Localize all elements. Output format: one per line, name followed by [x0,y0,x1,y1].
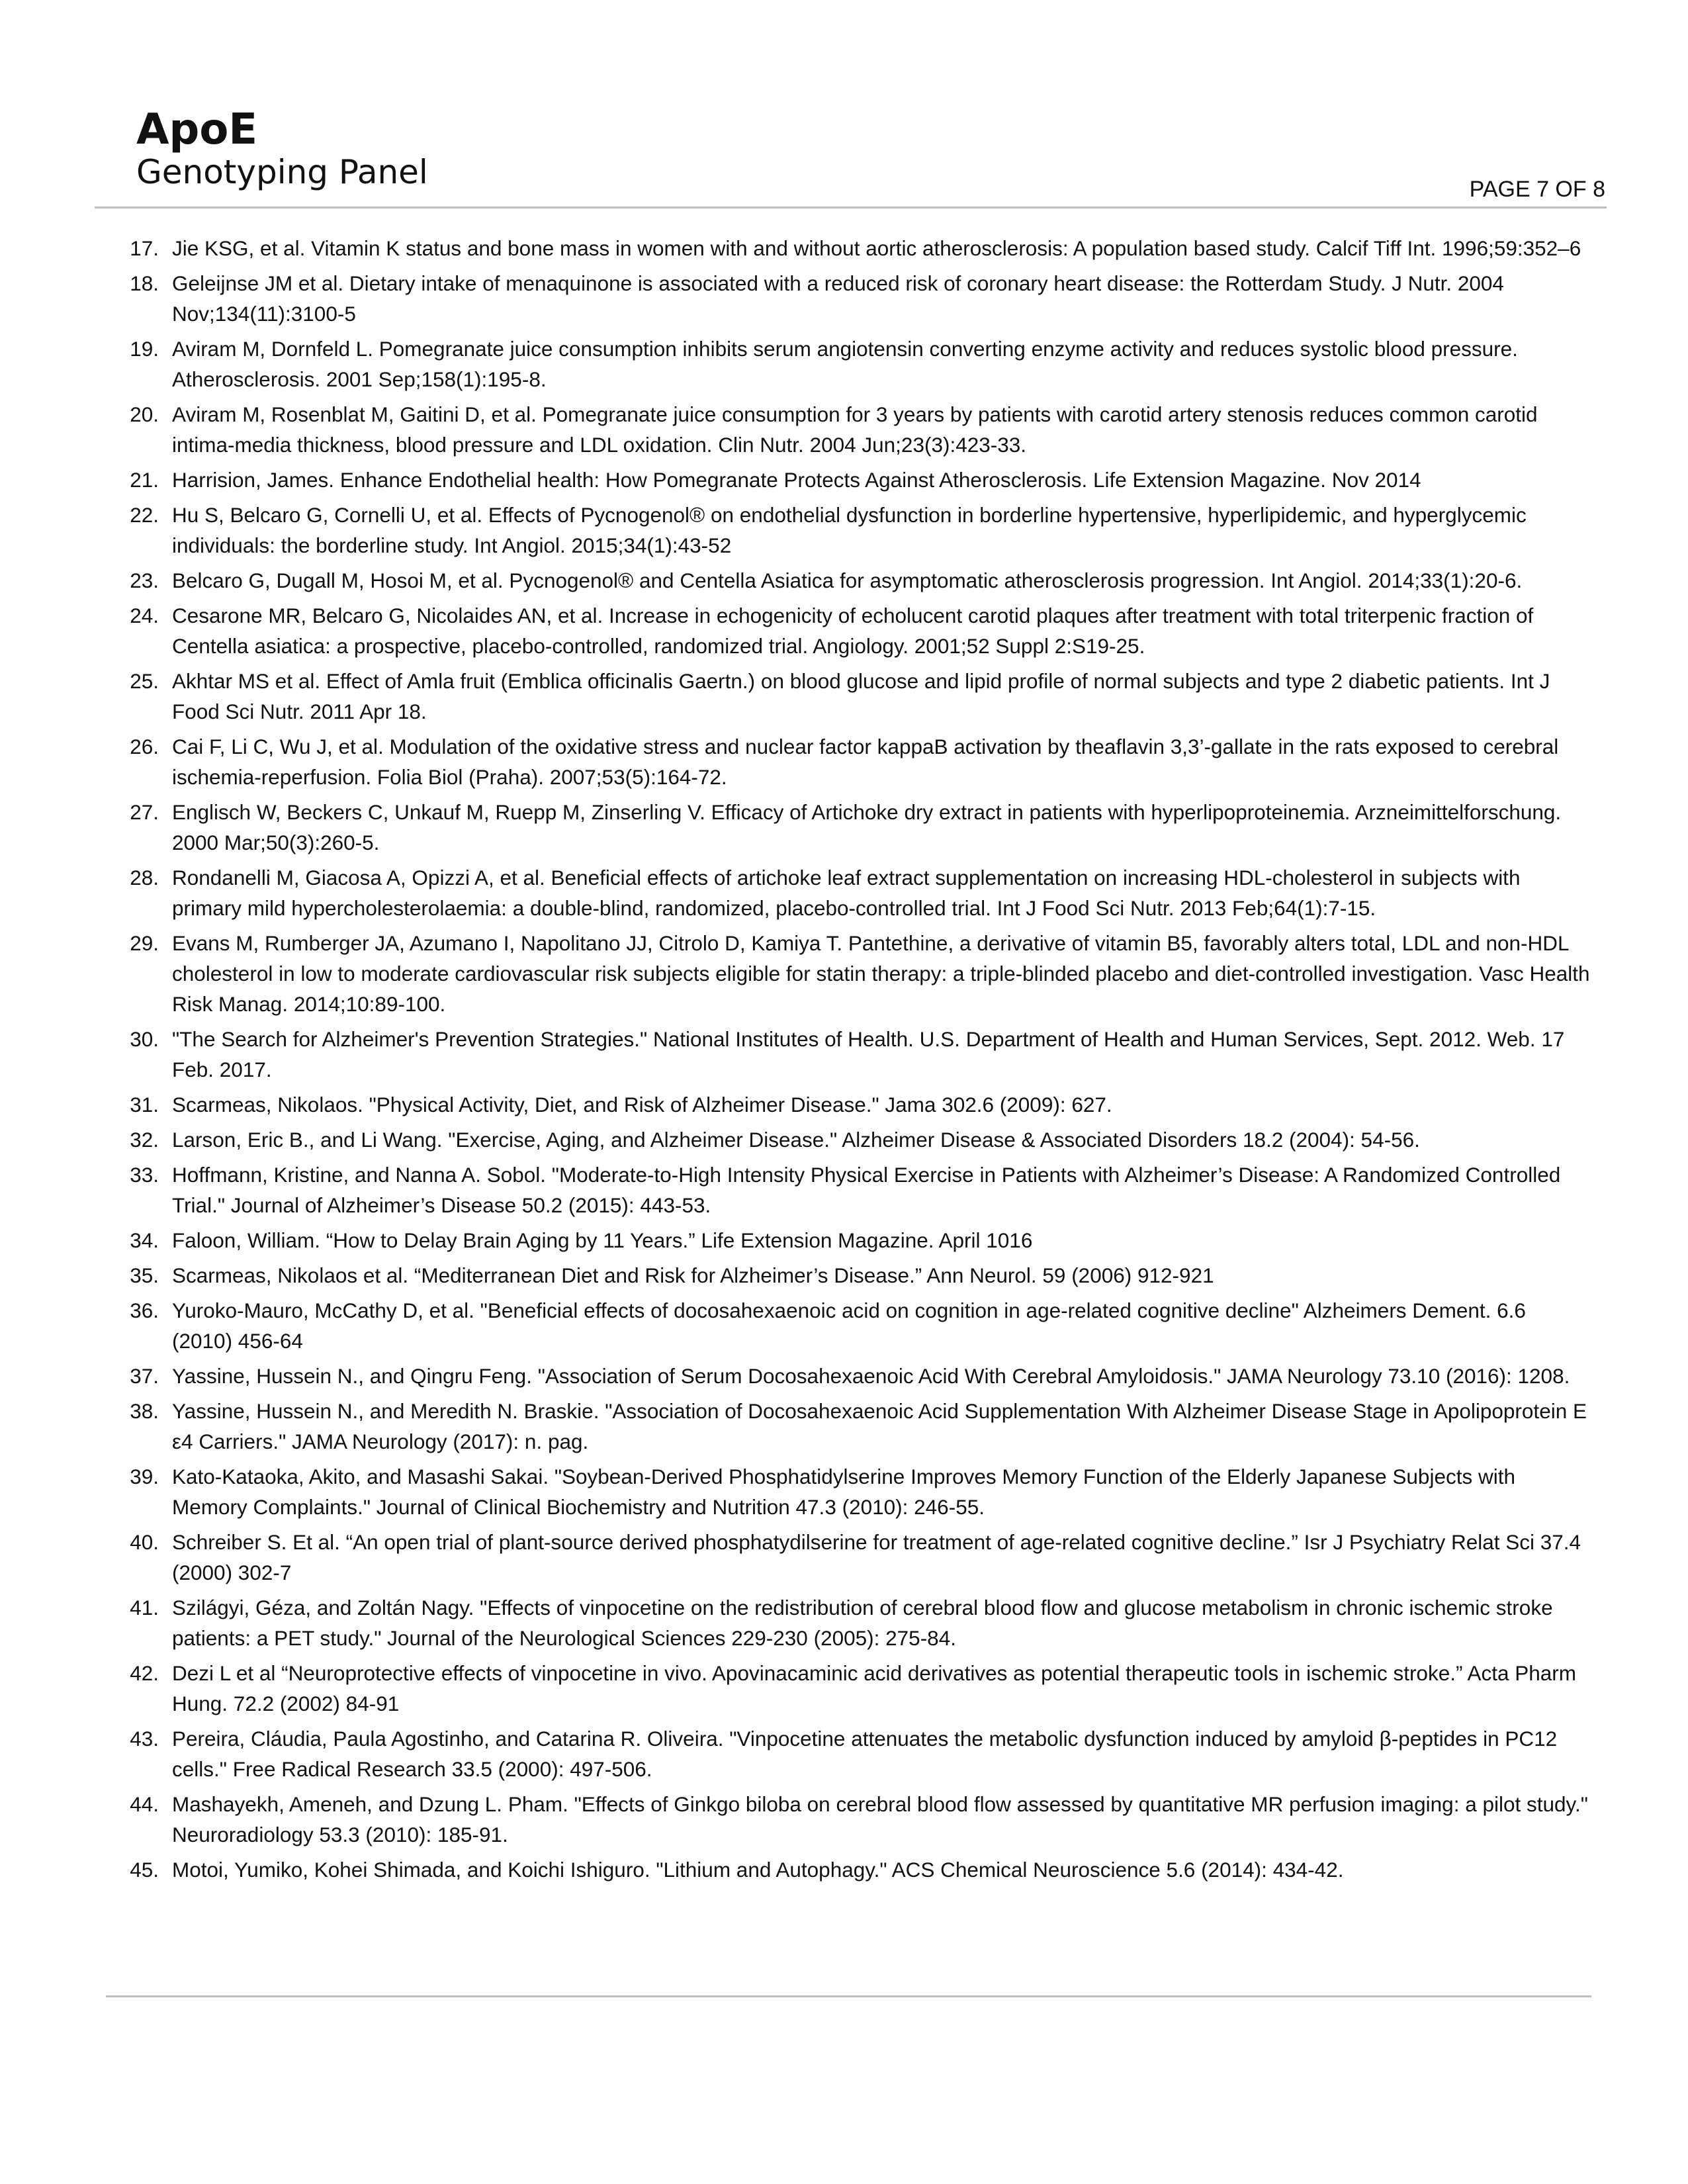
page-number: PAGE 7 OF 8 [1469,177,1605,202]
reference-item [119,1592,1591,1653]
reference-number: 36. [130,1298,159,1322]
reference-item [119,600,1591,661]
reference-number: 27. [130,800,159,824]
reference-item [119,1160,1591,1220]
reference-item [119,465,1591,495]
reference-text: Faloon, William. “How to Delay Brain Aging by 11 Years.” Life Extension Magazine. April 1016 [172,1228,1033,1252]
reference-text: "The Search for Alzheimer's Prevention Strategies." National Institutes of Health. U.S. Department of Health and Human Services, Sept. 2012. Web. 17 Feb. 2017. [172,1027,1565,1081]
reference-text: Schreiber S. Et al. “An open trial of plant-source derived phosphatydilserine for treatment of age-related cognitive decline.” Isr J Psychiatry Relat Sci 37.4 (2000) 302-7 [172,1530,1581,1584]
reference-text: Rondanelli M, Giacosa A, Opizzi A, et al. Beneficial effects of artichoke leaf extract supplementation on increasing HDL-cholesterol in subjects with primary mild hypercholesterolaemia: a double-blind, randomized, placebo-controlled trial. Int J Food Sci Nutr. 2013 Feb;64(1):7-15. [172,866,1521,920]
reference-item [119,268,1591,329]
reference-number: 24. [130,604,159,627]
reference-number: 17. [130,236,159,260]
reference-text: Jie KSG, et al. Vitamin K status and bone mass in women with and without aortic atherosclerosis: A population based study. Calcif Tiff Int. 1996;59:352–6 [172,236,1581,260]
reference-item [119,1854,1591,1885]
reference-number: 44. [130,1792,159,1816]
reference-item [119,797,1591,858]
reference-number: 32. [130,1128,159,1152]
reference-number: 20. [130,402,159,426]
reference-number: 30. [130,1027,159,1051]
reference-text: Aviram M, Rosenblat M, Gaitini D, et al. Pomegranate juice consumption for 3 years by patients with carotid artery stenosis reduces common carotid intima-media thickness, blood pressure and LDL oxidation. Clin Nutr. 2004 Jun;23(3):423-33. [172,402,1538,457]
reference-number: 39. [130,1465,159,1488]
reference-number: 37. [130,1364,159,1388]
reference-text: Hoffmann, Kristine, and Nanna A. Sobol. "Moderate-to-High Intensity Physical Exercise in Patients with Alzheimer’s Disease: A Randomized Controlled Trial." Journal of Alzheimer’s Disease 50.2 (2015): 443-53. [172,1163,1561,1217]
reference-item [119,399,1591,460]
reference-number: 43. [130,1727,159,1751]
reference-text: Hu S, Belcaro G, Cornelli U, et al. Effects of Pycnogenol® on endothelial dysfunction in borderline hypertensive, hyperlipidemic, and hyperglycemic individuals: the borderline study. Int Angiol. 2015;34(1):43-52 [172,503,1527,557]
reference-number: 45. [130,1858,159,1882]
reference-number: 23. [130,569,159,592]
reference-text: Aviram M, Dornfeld L. Pomegranate juice consumption inhibits serum angiotensin converting enzyme activity and reduces systolic blood pressure. Atherosclerosis. 2001 Sep;158(1):195-8. [172,337,1518,391]
reference-item [119,666,1591,727]
reference-number: 28. [130,866,159,889]
reference-item [119,334,1591,394]
document-title: ApoE [136,105,258,154]
reference-text: Yassine, Hussein N., and Qingru Feng. "Association of Serum Docosahexaenoic Acid With Cerebral Amyloidosis." JAMA Neurology 73.10 (2016): 1208. [172,1364,1570,1388]
reference-item [119,1295,1591,1356]
reference-text: Englisch W, Beckers C, Unkauf M, Ruepp M, Zinserling V. Efficacy of Artichoke dry extract in patients with hyperlipoproteinemia. Arzneimittelforschung. 2000 Mar;50(3):260-5. [172,800,1562,854]
reference-item [119,565,1591,596]
reference-item [119,1260,1591,1291]
reference-item [119,1024,1591,1085]
reference-item [119,1789,1591,1850]
reference-number: 25. [130,669,159,693]
reference-text: Evans M, Rumberger JA, Azumano I, Napolitano JJ, Citrolo D, Kamiya T. Pantethine, a derivative of vitamin B5, favorably alters total, LDL and non-HDL cholesterol in low to moderate cardiovascular risk subjects eligible for statin therapy: a triple-blinded placebo and diet-controlled investigation. Vasc Health Risk Manag. 2014;10:89-100. [172,931,1590,1016]
reference-item [119,928,1591,1019]
reference-text: Geleijnse JM et al. Dietary intake of menaquinone is associated with a reduced risk of coronary heart disease: the Rotterdam Study. J Nutr. 2004 Nov;134(11):3100-5 [172,271,1504,326]
document-subtitle: Genotyping Panel [136,153,428,191]
reference-text: Akhtar MS et al. Effect of Amla fruit (Emblica officinalis Gaertn.) on blood glucose and lipid profile of normal subjects and type 2 diabetic patients. Int J Food Sci Nutr. 2011 Apr 18. [172,669,1550,723]
reference-number: 26. [130,735,159,758]
reference-item [119,1396,1591,1457]
reference-text: Kato-Kataoka, Akito, and Masashi Sakai. "Soybean-Derived Phosphatidylserine Improves Memory Function of the Elderly Japanese Subjects with Memory Complaints." Journal of Clinical Biochemistry and Nutrition 47.3 (2010): 246-55. [172,1465,1515,1519]
reference-text: Cesarone MR, Belcaro G, Nicolaides AN, et al. Increase in echogenicity of echolucent carotid plaques after treatment with total triterpenic fraction of Centella asiatica: a prospective, placebo-controlled, randomized trial. Angiology. 2001;52 Suppl 2:S19-25. [172,604,1534,658]
reference-text: Scarmeas, Nikolaos. "Physical Activity, Diet, and Risk of Alzheimer Disease." Jama 302.6 (2009): 627. [172,1093,1112,1116]
reference-item [119,862,1591,923]
reference-number: 19. [130,337,159,361]
reference-number: 38. [130,1399,159,1423]
reference-text: Mashayekh, Ameneh, and Dzung L. Pham. "Effects of Ginkgo biloba on cerebral blood flow assessed by quantitative MR perfusion imaging: a pilot study." Neuroradiology 53.3 (2010): 185-91. [172,1792,1588,1846]
reference-number: 34. [130,1228,159,1252]
reference-text: Scarmeas, Nikolaos et al. “Mediterranean Diet and Risk for Alzheimer’s Disease.” Ann Neurol. 59 (2006) 912-921 [172,1263,1214,1287]
reference-item [119,1461,1591,1522]
reference-number: 21. [130,468,159,492]
reference-text: Motoi, Yumiko, Kohei Shimada, and Koichi Ishiguro. "Lithium and Autophagy." ACS Chemical Neuroscience 5.6 (2014): 434-42. [172,1858,1344,1882]
reference-item [119,500,1591,561]
reference-number: 41. [130,1596,159,1619]
reference-number: 33. [130,1163,159,1187]
reference-item [119,1527,1591,1588]
page-header [136,106,1605,205]
reference-list [119,233,1591,1889]
reference-text: Cai F, Li C, Wu J, et al. Modulation of the oxidative stress and nuclear factor kappaB activation by theaflavin 3,3’-gallate in the rats exposed to cerebral ischemia-reperfusion. Folia Biol (Praha). 2007;53(5):164-72. [172,735,1559,789]
reference-number: 40. [130,1530,159,1554]
reference-number: 31. [130,1093,159,1116]
reference-number: 42. [130,1661,159,1685]
reference-number: 29. [130,931,159,955]
reference-item [119,1225,1591,1255]
reference-item [119,1124,1591,1155]
reference-item [119,731,1591,792]
reference-item [119,1361,1591,1391]
reference-text: Yassine, Hussein N., and Meredith N. Braskie. "Association of Docosahexaenoic Acid Supplementation With Alzheimer Disease Stage in Apolipoprotein E ε4 Carriers." JAMA Neurology (2017): n. pag. [172,1399,1587,1453]
header-divider [95,206,1607,208]
reference-text: Yuroko-Mauro, McCathy D, et al. "Beneficial effects of docosahexaenoic acid on cognition in age-related cognitive decline" Alzheimers Dement. 6.6 (2010) 456-64 [172,1298,1526,1353]
reference-item [119,233,1591,263]
reference-item [119,1658,1591,1719]
reference-text: Harrision, James. Enhance Endothelial health: How Pomegranate Protects Against Atherosclerosis. Life Extension Magazine. Nov 2014 [172,468,1421,492]
reference-item [119,1723,1591,1784]
reference-item [119,1089,1591,1120]
footer-divider [106,1995,1591,1997]
reference-number: 22. [130,503,159,527]
reference-text: Larson, Eric B., and Li Wang. "Exercise, Aging, and Alzheimer Disease." Alzheimer Disease & Associated Disorders 18.2 (2004): 54-56. [172,1128,1420,1152]
reference-number: 35. [130,1263,159,1287]
reference-text: Pereira, Cláudia, Paula Agostinho, and Catarina R. Oliveira. "Vinpocetine attenuates the metabolic dysfunction induced by amyloid β-peptides in PC12 cells." Free Radical Research 33.5 (2000): 497-506. [172,1727,1558,1781]
reference-text: Szilágyi, Géza, and Zoltán Nagy. "Effects of vinpocetine on the redistribution of cerebral blood flow and glucose metabolism in chronic ischemic stroke patients: a PET study." Journal of the Neurological Sciences 229-230 (2005): 275-84. [172,1596,1553,1650]
reference-text: Dezi L et al “Neuroprotective effects of vinpocetine in vivo. Apovinacaminic acid derivatives as potential therapeutic tools in ischemic stroke.” Acta Pharm Hung. 72.2 (2002) 84-91 [172,1661,1577,1715]
reference-text: Belcaro G, Dugall M, Hosoi M, et al. Pycnogenol® and Centella Asiatica for asymptomatic atherosclerosis progression. Int Angiol. 2014;33(1):20-6. [172,569,1523,592]
reference-number: 18. [130,271,159,295]
